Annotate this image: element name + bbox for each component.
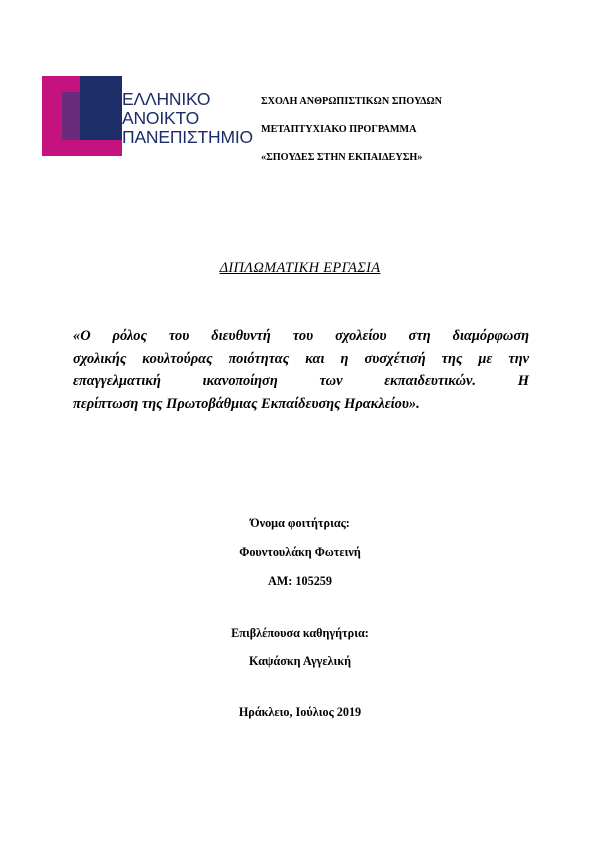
university-logo-text xyxy=(122,90,253,147)
school-info xyxy=(261,96,442,180)
supervisor-label: Επιβλέπουσα καθηγήτρια: xyxy=(231,626,369,640)
student-label: Όνομα φοιτήτριας: xyxy=(250,516,350,530)
document-type-heading: ΔΙΠΛΩΜΑΤΙΚΗ ΕΡΓΑΣΙΑ xyxy=(219,260,381,276)
place-date: Ηράκλειο, Ιούλιος 2019 xyxy=(238,705,362,719)
student-name: Φουντουλάκη Φωτεινή xyxy=(239,545,361,559)
thesis-title-line: «Ο ρόλος του διευθυντή του σχολείου στη διαμόρφωση xyxy=(73,328,529,344)
university-logo xyxy=(42,76,262,156)
student-id: ΑΜ: 105259 xyxy=(268,574,332,588)
school-name: ΣΧΟΛΗ ΑΝΘΡΩΠΙΣΤΙΚΩΝ ΣΠΟΥΔΩΝ xyxy=(261,96,443,107)
thesis-title xyxy=(73,325,529,415)
logo-line-1: ΕΛΛΗΝΙΚΟ xyxy=(122,89,211,109)
logo-line-3: ΠΑΝΕΠΙΣΤΗΜΙΟ xyxy=(122,127,253,147)
program-type: ΜΕΤΑΠΤΥΧΙΑΚΟ ΠΡΟΓΡΑΜΜΑ xyxy=(261,124,417,135)
thesis-title-line: επαγγελματική ικανοποίηση των εκπαιδευτικών. Η xyxy=(73,373,529,389)
university-logo-mark-icon xyxy=(42,76,122,156)
thesis-title-line: περίπτωση της Πρωτοβάθμιας Εκπαίδευσης Ηρακλείου». xyxy=(73,395,420,412)
logo-line-2: ΑΝΟΙΚΤΟ xyxy=(122,108,200,128)
supervisor-name: Καψάσκη Αγγελική xyxy=(248,654,352,668)
program-name: «ΣΠΟΥΔΕΣ ΣΤΗΝ ΕΚΠΑΙΔΕΥΣΗ» xyxy=(261,152,423,163)
thesis-title-line: σχολικής κουλτούρας ποιότητας και η συσχέτισή της με την xyxy=(73,350,529,367)
